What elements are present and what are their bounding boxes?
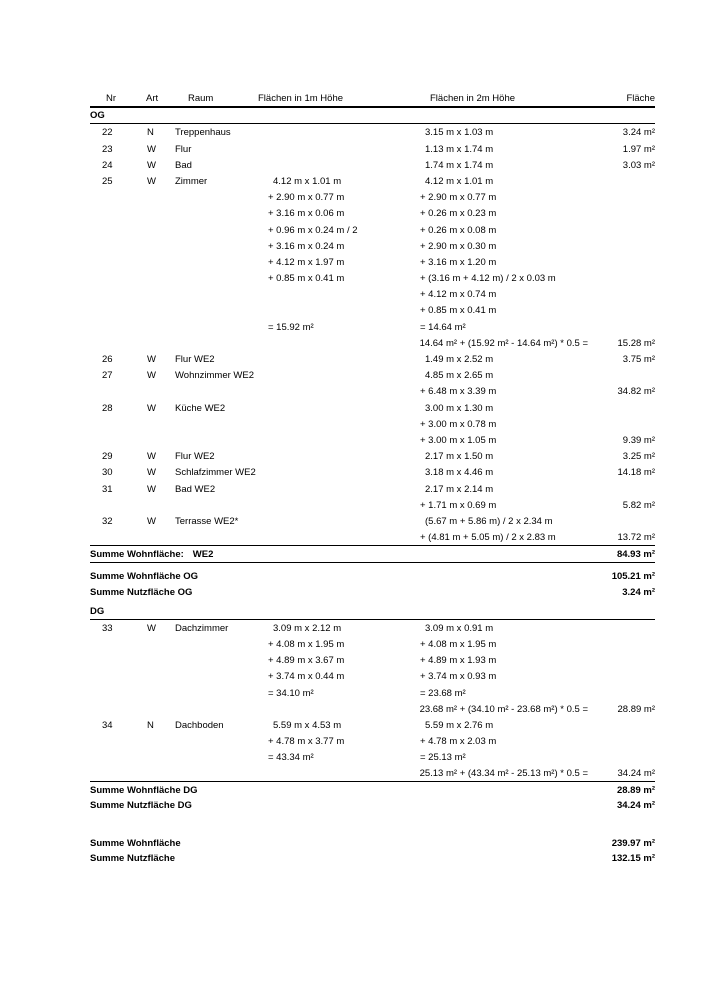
cell-room: Bad WE2 (175, 483, 216, 495)
cell-dim-2m: 1.49 m x 2.52 m (425, 354, 494, 365)
cell-dim-1m: 5.59 m x 4.53 m (273, 719, 342, 731)
cell-area: 3.24 m² (622, 127, 655, 139)
cell-dim-2m: 5.59 m x 2.76 m (425, 719, 494, 731)
cell-dim-1m: + 3.74 m x 0.44 m (268, 671, 345, 683)
cell-dim-2m: + 4.78 m x 2.03 m (420, 736, 497, 748)
cell-room: Flur (175, 143, 192, 155)
column-header-raum: Raum (188, 93, 214, 105)
sum-label: Summe Nutzfläche OG (90, 586, 193, 598)
cell-dim-2m: + (3.16 m + 4.12 m) / 2 x 0.03 m (420, 273, 556, 285)
cell-nr: 29 (102, 451, 113, 463)
cell-dim-2m: + 4.89 m x 1.93 m (420, 655, 497, 667)
cell-dim-2m: 2.17 m x 1.50 m (425, 451, 494, 463)
sum-label-suffix: WE2 (192, 548, 214, 560)
table-row (90, 157, 655, 173)
sum-label: Summe Nutzfläche (90, 853, 175, 865)
formula-row (90, 701, 655, 717)
table-row (90, 432, 655, 448)
column-header-nr: Nr (106, 93, 117, 105)
sum-label: Summe Wohnfläche OG (90, 571, 199, 583)
table-row (90, 302, 655, 318)
formula-result: 28.89 m² (617, 703, 655, 715)
cell-dim-1m: + 0.85 m x 0.41 m (268, 273, 345, 285)
table-row (90, 383, 655, 399)
sum-row (90, 798, 655, 814)
cell-dim-1m: + 2.90 m x 0.77 m (268, 192, 345, 204)
sum-row (90, 835, 655, 851)
table-row (90, 668, 655, 684)
cell-dim-2m: (5.67 m + 5.86 m) / 2 x 2.34 m (425, 515, 553, 527)
table-body (90, 108, 655, 866)
cell-area: 5.82 m² (622, 499, 655, 511)
area-table (90, 90, 655, 866)
cell-dim-1m: + 4.89 m x 3.67 m (268, 655, 345, 667)
cell-nr: 34 (102, 719, 113, 731)
cell-room: Flur WE2 (175, 451, 215, 463)
section-label: DG (90, 605, 105, 617)
cell-area: 14.18 m² (617, 467, 655, 479)
cell-room: Dachzimmer (175, 622, 229, 634)
cell-area: 3.75 m² (622, 354, 655, 365)
cell-area: 9.39 m² (622, 434, 655, 446)
cell-dim-2m: + 3.00 m x 0.78 m (420, 418, 497, 430)
cell-dim-2m: = 14.64 m² (420, 321, 466, 333)
cell-room: Dachboden (175, 719, 224, 731)
table-row (90, 652, 655, 668)
cell-dim-2m: + 6.48 m x 3.39 m (420, 386, 497, 398)
sum-row (90, 782, 655, 798)
cell-dim-2m: + 3.74 m x 0.93 m (420, 671, 497, 683)
sum-value: 105.21 m² (611, 571, 655, 583)
table-row (90, 238, 655, 254)
cell-dim-2m: + 0.26 m x 0.08 m (420, 224, 497, 236)
cell-dim-1m: = 43.34 m² (268, 752, 314, 764)
table-header-row (90, 90, 655, 106)
cell-area: 13.72 m² (617, 532, 655, 544)
cell-area: 34.82 m² (617, 386, 655, 398)
table-row (90, 636, 655, 652)
cell-nr: 30 (102, 467, 113, 479)
formula-text: 23.68 m² + (34.10 m² - 23.68 m²) * 0.5 = (419, 703, 588, 715)
cell-dim-1m: + 3.16 m x 0.24 m (268, 240, 345, 252)
cell-dim-2m: + 4.12 m x 0.74 m (420, 289, 497, 301)
table-row (90, 254, 655, 270)
table-row (90, 497, 655, 513)
table-row (90, 749, 655, 765)
cell-dim-2m: 3.00 m x 1.30 m (425, 402, 494, 414)
sum-row (90, 851, 655, 867)
formula-row (90, 335, 655, 351)
cell-dim-2m: 3.09 m x 0.91 m (425, 622, 494, 634)
cell-dim-2m: + 3.00 m x 1.05 m (420, 434, 497, 446)
cell-dim-2m: = 25.13 m² (420, 752, 466, 764)
sum-value: 28.89 m² (616, 784, 655, 796)
cell-art: W (147, 402, 156, 414)
cell-dim-2m: + 3.16 m x 1.20 m (420, 256, 497, 268)
table-row (90, 480, 655, 496)
cell-art: W (147, 515, 156, 527)
cell-dim-2m: 1.74 m x 1.74 m (425, 159, 494, 171)
sum-row (90, 584, 655, 600)
cell-dim-2m: 2.17 m x 2.14 m (425, 483, 494, 495)
cell-dim-1m: = 15.92 m² (268, 321, 314, 333)
cell-dim-2m: + (4.81 m + 5.05 m) / 2 x 2.83 m (420, 532, 556, 544)
cell-dim-2m: + 0.26 m x 0.23 m (420, 208, 497, 220)
formula-result: 34.24 m² (617, 768, 655, 780)
sum-row (90, 546, 655, 562)
table-row (90, 529, 655, 545)
cell-dim-2m: 1.13 m x 1.74 m (425, 143, 494, 155)
section-label: OG (90, 110, 105, 122)
table-row (90, 173, 655, 189)
sum-value: 84.93 m² (616, 548, 655, 560)
cell-dim-2m: + 2.90 m x 0.77 m (420, 192, 497, 204)
table-row (90, 286, 655, 302)
cell-dim-1m: + 0.96 m x 0.24 m / 2 (268, 224, 358, 236)
formula-result: 15.28 m² (617, 337, 655, 349)
table-row (90, 367, 655, 383)
sum-row (90, 569, 655, 585)
cell-dim-2m: + 1.71 m x 0.69 m (420, 499, 497, 511)
table-row (90, 318, 655, 334)
column-header-2m: Flächen in 2m Höhe (430, 93, 516, 105)
cell-area: 3.03 m² (622, 159, 655, 171)
table-row (90, 189, 655, 205)
table-row (90, 717, 655, 733)
formula-row (90, 765, 655, 781)
section-row (90, 604, 655, 619)
cell-nr: 23 (102, 143, 113, 155)
cell-area: 3.25 m² (622, 451, 655, 463)
table-row (90, 464, 655, 480)
cell-room: Terrasse WE2* (175, 515, 239, 527)
table-row (90, 416, 655, 432)
row-spacer (90, 813, 655, 835)
cell-nr: 26 (102, 354, 113, 365)
column-header-art: Art (146, 93, 159, 105)
cell-dim-1m: + 3.16 m x 0.06 m (268, 208, 345, 220)
cell-art: N (147, 719, 154, 731)
sum-label: Summe Nutzfläche DG (90, 800, 192, 812)
table-row (90, 399, 655, 415)
cell-dim-2m: + 0.85 m x 0.41 m (420, 305, 497, 317)
cell-art: W (147, 159, 156, 171)
cell-area: 1.97 m² (622, 143, 655, 155)
table-row (90, 140, 655, 156)
cell-art: W (147, 467, 156, 479)
cell-nr: 25 (102, 175, 113, 187)
sum-label: Summe Wohnfläche DG (90, 784, 198, 796)
cell-art: W (147, 354, 156, 365)
cell-room: Wohnzimmer WE2 (175, 370, 255, 382)
cell-nr: 22 (102, 127, 113, 139)
column-header-1m: Flächen in 1m Höhe (258, 93, 344, 105)
cell-art: N (147, 127, 154, 139)
column-header-flaeche: Fläche (626, 93, 655, 105)
cell-dim-2m: 4.12 m x 1.01 m (425, 175, 494, 187)
cell-dim-2m: 3.15 m x 1.03 m (425, 127, 494, 139)
section-row (90, 108, 655, 123)
table-row (90, 620, 655, 636)
cell-dim-1m: + 4.78 m x 3.77 m (268, 736, 345, 748)
table-row (90, 684, 655, 700)
cell-art: W (147, 483, 156, 495)
cell-nr: 27 (102, 370, 113, 382)
sum-label: Summe Wohnfläche (90, 837, 181, 849)
table-row (90, 448, 655, 464)
table-row (90, 351, 655, 367)
table-row (90, 221, 655, 237)
cell-room: Zimmer (175, 175, 208, 187)
cell-room: Flur WE2 (175, 354, 215, 365)
sum-label: Summe Wohnfläche: WE2 (90, 548, 214, 560)
cell-dim-2m: + 4.08 m x 1.95 m (420, 638, 497, 650)
cell-art: W (147, 175, 156, 187)
cell-dim-1m: 3.09 m x 2.12 m (273, 622, 342, 634)
cell-nr: 33 (102, 622, 113, 634)
cell-room: Küche WE2 (175, 402, 226, 414)
formula-text: 25.13 m² + (43.34 m² - 25.13 m²) * 0.5 = (419, 768, 588, 780)
table-row (90, 270, 655, 286)
cell-nr: 32 (102, 515, 113, 527)
cell-dim-2m: + 2.90 m x 0.30 m (420, 240, 497, 252)
table-row (90, 733, 655, 749)
cell-dim-2m: = 23.68 m² (420, 687, 466, 699)
cell-dim-1m: = 34.10 m² (268, 687, 314, 699)
cell-nr: 31 (102, 483, 113, 495)
table-row (90, 124, 655, 140)
cell-dim-1m: 4.12 m x 1.01 m (273, 175, 342, 187)
table-row (90, 513, 655, 529)
cell-dim-2m: 4.85 m x 2.65 m (425, 370, 494, 382)
cell-nr: 24 (102, 159, 113, 171)
formula-text: 14.64 m² + (15.92 m² - 14.64 m²) * 0.5 = (419, 337, 588, 349)
sum-value: 239.97 m² (611, 837, 655, 849)
cell-dim-1m: + 4.08 m x 1.95 m (268, 638, 345, 650)
sum-value: 34.24 m² (616, 800, 655, 812)
table-row (90, 205, 655, 221)
cell-nr: 28 (102, 402, 113, 414)
cell-dim-2m: 3.18 m x 4.46 m (425, 467, 494, 479)
cell-art: W (147, 370, 156, 382)
sum-value: 3.24 m² (622, 586, 655, 598)
cell-room: Schlafzimmer WE2 (175, 467, 256, 479)
cell-room: Treppenhaus (175, 127, 231, 139)
cell-art: W (147, 143, 156, 155)
cell-art: W (147, 451, 156, 463)
sum-value: 132.15 m² (611, 853, 655, 865)
cell-dim-1m: + 4.12 m x 1.97 m (268, 256, 345, 268)
cell-room: Bad (175, 159, 192, 171)
cell-art: W (147, 622, 156, 634)
